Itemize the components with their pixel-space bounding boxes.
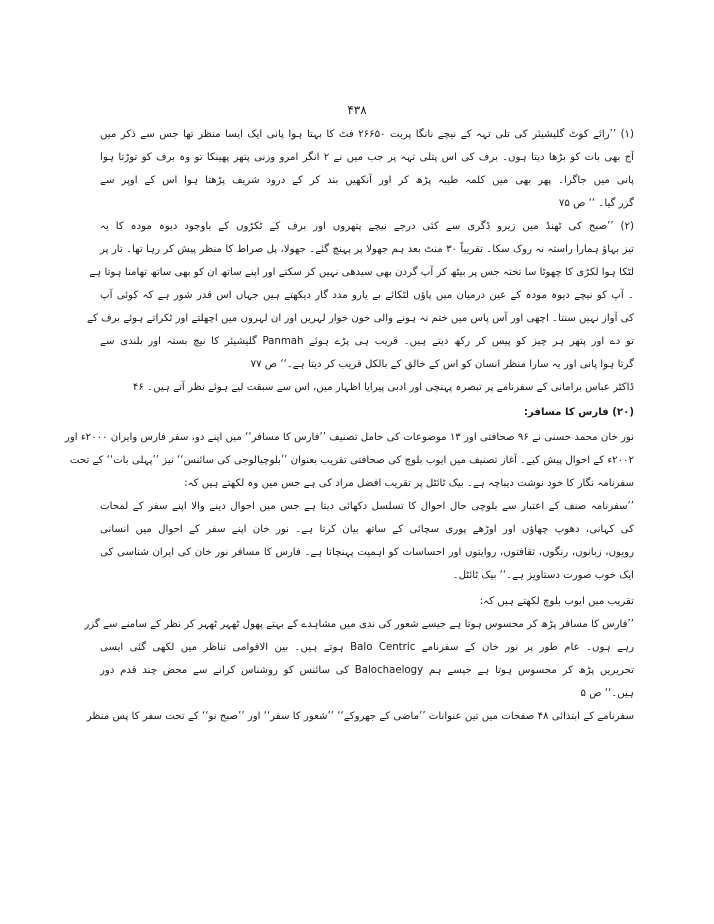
text-line: ۲۰۰۲ء کے احوال پیش کیے۔ آغاز تصنیف میں ایوب بلوچ کی صحافتی تقریب بعنوان ’’بلوچیالوجی کی سائنس‘‘ نیز ’’پہلی بات‘‘ کے تحت [69, 455, 634, 466]
text-line: رویوں، زبانوں، رنگوں، ثقافتوں، روایتوں اور احساسات کو اہمیت پہنچاتا ہے۔ فارس کا مسافر نور خان کی ایران شناسی کی [100, 547, 634, 558]
text-line: پانی میں جاگرا۔ پھر بھی میں کلمہ طیبہ پڑھ کر اور آنکھیں بند کر کے درود شریف پڑھتا ہوا اس کے اوپر سے [100, 175, 634, 186]
text-line: (۲) ’’صبح کی ٹھنڈ میں زیرو ڈگری سے کئی درجے نیچے پتھروں اور برف کے ٹکڑوں کے باوجود دیوہ مودہ کا یہ [100, 221, 634, 232]
page-number: ۴۳۸ [347, 103, 367, 117]
text-line: نور خان محمد حسنی نے ۹۶ صحافتی اور ۱۳ موضوعات کی حامل تصنیف ’’فارس کا مسافر‘‘ میں اپنے دو، سفر فارس وایران ۲۰۰۰ء اور [64, 432, 634, 443]
text-line: گرتا ہوا پانی اور یہ سارا منظر انسان کو اس کے خالق کے بالکل قریب کر دیتا ہے۔‘‘ ص ۷۷ [250, 359, 634, 370]
text-line: ایک خوب صورت دستاویز ہے۔‘‘ بیک ٹائٹل۔ [452, 570, 634, 581]
text-line: (۱) ’’رائے کوٹ گلیشیئر کی تلی تہہ کے نیچے نانگا پربت ۲۶۶۵۰ فٹ کا بہتا ہوا پانی ایک ایسا منظر تھا جس سے ذکر میں [100, 129, 635, 140]
text-line: آج بھی بات کو بڑھا دیتا ہوں۔ برف کی اس پتلی تہہ پر جب میں نے ۲ انگر امرو وزنی پتھر پھینکا تو وہ برف کو توڑتا ہوا [100, 152, 634, 163]
text-line: ’’فارس کا مسافر پڑھ کر محسوس ہوتا ہے جیسے شعور کی ندی میں مشاہدے کے بہتے پھول ٹھہر ٹھہر کر نظر کے سامنے سے گزر [84, 619, 634, 630]
section-heading: (۲۰) فارس کا مسافر: [523, 407, 634, 418]
text-line: تو دے اور پتھر ہر چیز کو پیس کر رکھ دیتے ہیں۔ قریب ہی پڑے ہوئے Panmah گلیشیئر کا نیچ بستہ اور بلندی سے [100, 336, 634, 347]
text-line: ڈاکٹر عباس برامانی کے سفرنامے پر تبصرہ پہنچی اور ادبی پیرایا اظہار میں، اس سے سبقت لیے ہوئے نظر آتے ہیں۔ ۴۶ [132, 382, 634, 393]
text-line: سفرنامہ نگار کا خود نوشت دیباچہ ہے۔ بیک ٹائٹل پر تقریب افضل مراد کی ہے جس میں وہ لکھتے ہیں کہ: [184, 478, 634, 489]
text-line: سفرنامے کے ابتدائی ۴۸ صفحات میں تین عنوانات ’’ماضی کے جھروکے‘‘ ’’شعور کا سفر‘‘ اور ’’صبح نو‘‘ کے تحت سفر کا پس منظر [86, 711, 634, 722]
text-line: ۔ آپ کو نیچے دیوہ مودہ کے عین درمیان میں پاؤں لٹکائے بے یارو مدد گار دیکھتے ہیں جہاں اس قدر شور ہے کہ کوئی آپ [100, 290, 634, 301]
text-line: لٹکا ہوا لکڑی کا چھوٹا سا تختہ جس پر بیٹھ کر آپ گردن بھی سیدھی نہیں کر سکتے اور اپنے ساتھ ان کو بھی ساتھ تھامنا ہوتا ہے [89, 267, 634, 278]
text-line: رہے ہوں۔ عام طور پر نور خان کے سفرنامے Balo Centric ہوتے ہیں۔ بین الاقوامی تناظر میں لکھی گئی ایسی [100, 642, 634, 653]
text-line: تحریریں پڑھ کر محسوس ہوتا ہے جیسے ہم Balochaelogy کی سائنس کو روشناس کرانے سے محض چند قدم دور [100, 665, 635, 676]
text-line: ’’سفرنامہ صنف کے اعتبار سے بلوچی حال احوال کا تسلسل دکھائی دیتا ہے جس میں احوال دینے والا اپنے سفر کے لمحات [100, 501, 634, 512]
text-line: تقریب میں ایوب بلوچ لکھتے ہیں کہ: [479, 596, 634, 607]
text-line: کی کہانی، دھوپ چھاؤں اور اوڑھے پوری سچائی کے ساتھ بیان کرتا ہے۔ نور خان اپنے سفر کے احوال میں انسانی [100, 524, 634, 535]
text-line: تیز بہاؤ ہمارا راستہ نہ روک سکا۔ تقریباً ۳۰ منٹ بعد ہم جھولا پر پہنچ گئے۔ جھولا، پل صراط کا منظر پیش کر رہا تھا۔ تار پر [100, 244, 634, 255]
text-line: ہیں۔‘‘ ص ۵ [580, 688, 634, 699]
text-line: گزر گیا۔ ‘‘ ص ۷۵ [558, 198, 634, 209]
text-line: کی آواز نہیں سنتا۔ اچھی اور آس پاس میں ختم نہ ہونے والی خون خوار لہریں اور ان لہروں میں اچھلتے اور ٹکراتے ہوئے برف کے [87, 313, 634, 324]
